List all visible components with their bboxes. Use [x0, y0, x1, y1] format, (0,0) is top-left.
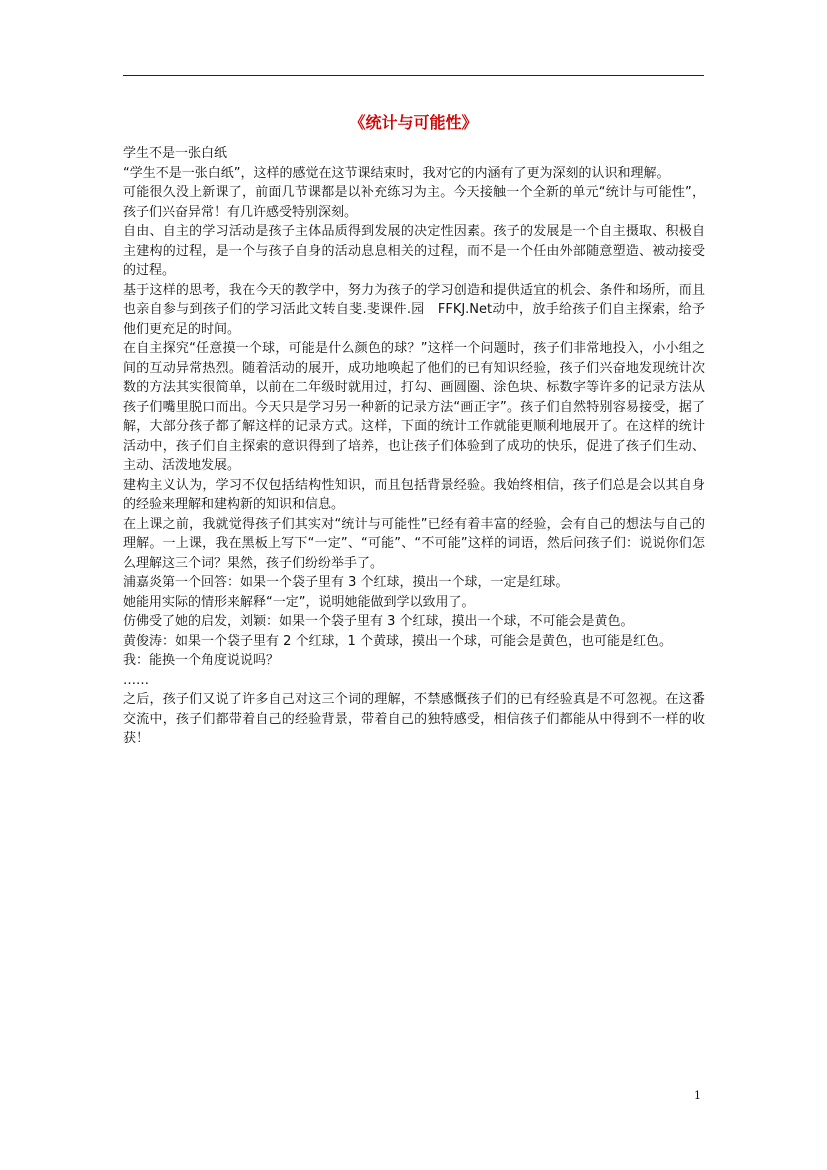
paragraph: ……: [123, 672, 149, 688]
paragraph: 可能很久没上新课了，前面几节课都是以补充练习为主。今天接触一个全新的单元“统计与可能性”，孩子们兴奋异常！有几许感受特别深刻。: [123, 185, 705, 220]
paragraph: 仿佛受了她的启发，刘颖：如果一个袋子里有 3 个红球，摸出一个球，不可能会是黄色。: [123, 614, 634, 629]
paragraph: 我：能换一个角度说说吗？: [123, 653, 280, 668]
paragraph: 在自主探究“任意摸一个球，可能是什么颜色的球？”这样一个问题时，孩子们非常地投入，小小组之间的互动异常热烈。随着活动的展开，成功地唤起了他们的已有知识经验，孩子们兴奋地发现统计次数的方法其实很简单，以前在二年级时就用过，打勾、画圆圈、涂色块、标数字等许多的记录方法从孩子们嘴里脱口而出。今天只是学习另一种新的记录方法“画正字”。孩子们自然特别容易接受，据了解，大部分孩子都了解这样的记录方式。这样，下面的统计工作就能更顺利地展开了。在这样的统计活动中，孩子们自主探索的意识得到了培养，也让孩子们体验到了成功的快乐，促进了孩子们生动、主动、活泼地发展。: [123, 341, 705, 473]
paragraph: 之后，孩子们又说了许多自己对这三个词的理解，不禁感慨孩子们的已有经验真是不可忽视。在这番交流中，孩子们都带着自己的经验背景，带着自己的独特感受，相信孩子们都能从中得到不一样的收获！: [123, 692, 705, 746]
document-title: 《统计与可能性》: [349, 113, 478, 132]
page-number: 1: [694, 1089, 701, 1102]
paragraph: 学生不是一张白纸: [123, 146, 228, 161]
paragraph: 黄俊涛：如果一个袋子里有 2 个红球，1 个黄球，摸出一个球，可能会是黄色，也可能是红色。: [123, 633, 672, 649]
paragraph: 浦嘉炎第一个回答：如果一个袋子里有 3 个红球，摸出一个球，一定是红球。: [123, 575, 569, 590]
paragraph: 基于这样的思考，我在今天的教学中，努力为孩子的学习创造和提供适宜的机会、条件和场所，而且也亲自参与到孩子们的学习活此文转自斐.斐课件.园 FFKJ.Net动中，放手给孩子们自主探索，给予他们更充足的时间。: [123, 282, 705, 337]
paragraph: 建构主义认为，学习不仅包括结构性知识，而且包括背景经验。我始终相信，孩子们总是会以其自身的经验来理解和建构新的知识和信息。: [123, 477, 705, 512]
paragraph: “学生不是一张白纸”，这样的感觉在这节课结束时，我对它的内涵有了更为深刻的认识和理解。: [123, 165, 670, 181]
paragraph: 自由、自主的学习活动是孩子主体品质得到发展的决定性因素。孩子的发展是一个自主摄取、积极自主建构的过程，是一个与孩子自身的活动息息相关的过程，而不是一个任由外部随意塑造、被动接受的过程。: [123, 224, 705, 278]
paragraph: 她能用实际的情形来解释“一定”，说明她能做到学以致用了。: [123, 594, 475, 610]
paragraph: 在上课之前，我就觉得孩子们其实对“统计与可能性”已经有着丰富的经验，会有自己的想法与自己的理解。一上课，我在黑板上写下“一定”、“可能”、“不可能”这样的词语，然后问孩子们：说说你们怎么理解这三个词？果然，孩子们纷纷举手了。: [123, 516, 705, 571]
header-rule: [123, 75, 704, 76]
document-body: [123, 144, 705, 749]
